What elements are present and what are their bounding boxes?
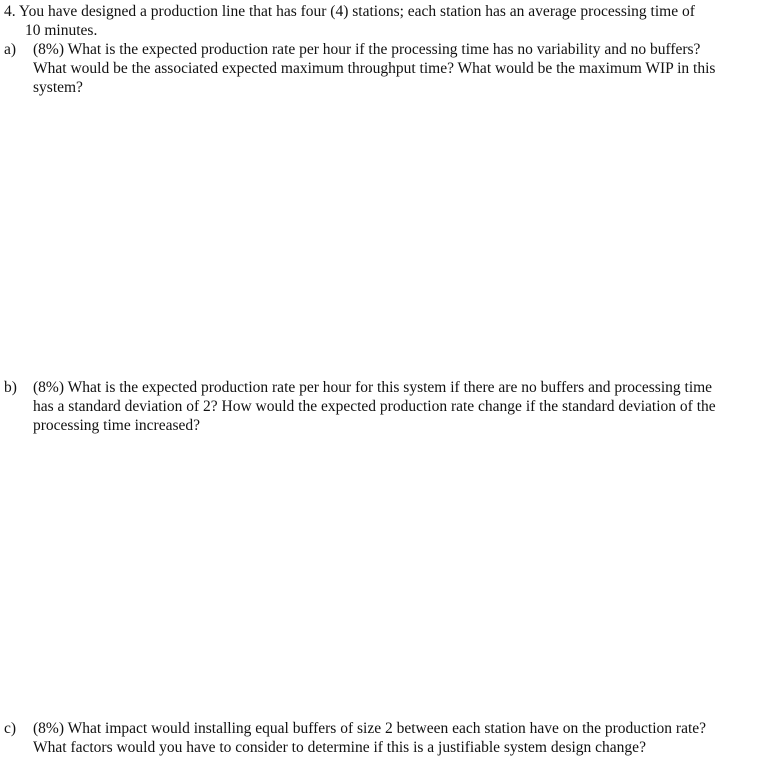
- part-b-text-line-2: has a standard deviation of 2? How would the expected production rate change if the standard deviation of the: [33, 398, 716, 415]
- part-b-label: b): [4, 379, 17, 396]
- part-c-text-line-1: (8%) What impact would installing equal buffers of size 2 between each station have on the production rate?: [33, 720, 707, 737]
- part-a: [0, 40, 767, 97]
- question-header: [0, 2, 767, 40]
- part-c: [0, 719, 767, 757]
- part-b-text-line-3: processing time increased?: [33, 417, 200, 434]
- part-b: [0, 378, 767, 435]
- question-text-line-2: 10 minutes.: [25, 22, 98, 39]
- part-a-text-line-2: What would be the associated expected maximum throughput time? What would be the maximum WIP in this: [33, 60, 716, 77]
- part-a-text-line-1: (8%) What is the expected production rate per hour if the processing time has no variability and no buffers?: [33, 41, 701, 58]
- part-c-text-line-2: What factors would you have to consider to determine if this is a justifiable system design change?: [33, 739, 646, 756]
- part-c-label: c): [4, 720, 17, 737]
- part-b-text-line-1: (8%) What is the expected production rate per hour for this system if there are no buffers and processing time: [33, 379, 713, 396]
- part-a-label: a): [4, 41, 17, 58]
- question-text-line-1: 4. You have designed a production line that has four (4) stations; each station has an average processing time of: [4, 3, 695, 20]
- part-a-text-line-3: system?: [33, 79, 83, 96]
